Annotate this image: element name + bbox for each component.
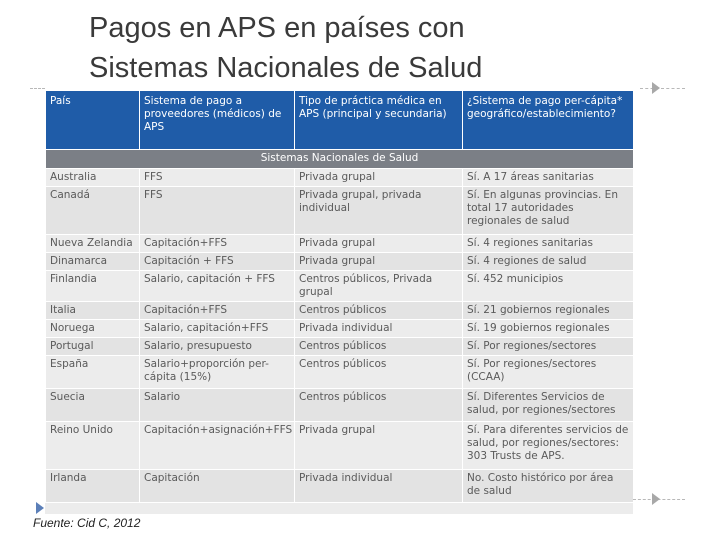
table-cell: Dinamarca	[46, 253, 140, 271]
header-cell: ¿Sistema de pago per-cápita* geográfico/establecimiento?	[463, 91, 634, 150]
section-label: Sistemas Nacionales de Salud	[46, 150, 634, 169]
table-cell: Sí. Por regiones/sectores	[463, 338, 634, 356]
table-cell: Capitación+FFS	[140, 235, 295, 253]
table-row	[46, 338, 634, 356]
header-cell: Tipo de práctica médica en APS (principal y secundaria)	[295, 91, 463, 150]
table-cell: Salario, capitación + FFS	[140, 271, 295, 302]
table-cell: Salario, presupuesto	[140, 338, 295, 356]
table-cell: No. Costo histórico por área de salud	[463, 470, 634, 503]
table-cell: Sí. 21 gobiernos regionales	[463, 302, 634, 320]
table-cell: Australia	[46, 169, 140, 187]
table-cell: Sí. Para diferentes servicios de salud, por regiones/sectores: 303 Trusts de APS.	[463, 422, 634, 470]
table-cell: Irlanda	[46, 470, 140, 503]
payment-table	[45, 90, 633, 514]
bullet-arrow-icon	[36, 502, 44, 514]
table-cell: Capitación+FFS	[140, 302, 295, 320]
table-cell: Italia	[46, 302, 140, 320]
table-cell: Sí. Diferentes Servicios de salud, por regiones/sectores	[463, 389, 634, 422]
table-cell: Portugal	[46, 338, 140, 356]
table-cell: Reino Unido	[46, 422, 140, 470]
table-cell: Centros públicos	[295, 389, 463, 422]
table-cell: España	[46, 356, 140, 389]
divider-left	[30, 88, 45, 89]
table-cell: Privada individual	[295, 320, 463, 338]
table-cell: FFS	[140, 169, 295, 187]
table-cell: Capitación+asignación+FFS	[140, 422, 295, 470]
table-cell: Privada grupal	[295, 169, 463, 187]
table-row	[46, 169, 634, 187]
header-cell: País	[46, 91, 140, 150]
table-cell: FFS	[140, 187, 295, 235]
table-cell: Privada grupal	[295, 422, 463, 470]
table-cell: Salario	[140, 389, 295, 422]
table-cell: Sí. 452 municipios	[463, 271, 634, 302]
table-row	[46, 271, 634, 302]
table-cell: Sí. En algunas provincias. En total 17 autoridades regionales de salud	[463, 187, 634, 235]
table-header-row	[46, 91, 634, 150]
table-cell: Suecia	[46, 389, 140, 422]
table-cell: Salario, capitación+FFS	[140, 320, 295, 338]
table-row	[46, 302, 634, 320]
table-cell: Privada grupal	[295, 235, 463, 253]
table-row	[46, 187, 634, 235]
section-row	[46, 150, 634, 169]
source-note: Fuente: Cid C, 2012	[33, 516, 141, 530]
table-cell: Sí. 19 gobiernos regionales	[463, 320, 634, 338]
table-cell: Capitación	[140, 470, 295, 503]
table-cell: Noruega	[46, 320, 140, 338]
slide-title	[89, 8, 649, 88]
table-row	[46, 356, 634, 389]
table-cell: Sí. 4 regiones de salud	[463, 253, 634, 271]
table-cell: Privada grupal	[295, 253, 463, 271]
table-row	[46, 320, 634, 338]
table-cell: Nueva Zelandia	[46, 235, 140, 253]
table-row	[46, 389, 634, 422]
title-line-2: Sistemas Nacionales de Salud	[89, 52, 483, 84]
bullet-arrow-icon	[652, 82, 660, 94]
title-line-1: Pagos en APS en países con	[89, 12, 465, 44]
header-cell: Sistema de pago a proveedores (médicos) de APS	[140, 91, 295, 150]
table-cell: Sí. A 17 áreas sanitarias	[463, 169, 634, 187]
table-cell: Centros públicos	[295, 356, 463, 389]
table-cell: Centros públicos, Privada grupal	[295, 271, 463, 302]
table-cell: Privada grupal, privada individual	[295, 187, 463, 235]
bullet-arrow-icon	[652, 493, 660, 505]
table-cell: Salario+proporción per-cápita (15%)	[140, 356, 295, 389]
table-row	[46, 470, 634, 503]
table-cell: Centros públicos	[295, 338, 463, 356]
table-row	[46, 235, 634, 253]
table-cell: Sí. 4 regiones sanitarias	[463, 235, 634, 253]
table-cell: Privada individual	[295, 470, 463, 503]
table-cell: Capitación + FFS	[140, 253, 295, 271]
table-cell: Finlandia	[46, 271, 140, 302]
table-cell: Sí. Por regiones/sectores (CCAA)	[463, 356, 634, 389]
divider-right	[640, 88, 685, 89]
table-row	[46, 422, 634, 470]
table-cell: Centros públicos	[295, 302, 463, 320]
table-cell: Canadá	[46, 187, 140, 235]
table-row	[46, 253, 634, 271]
